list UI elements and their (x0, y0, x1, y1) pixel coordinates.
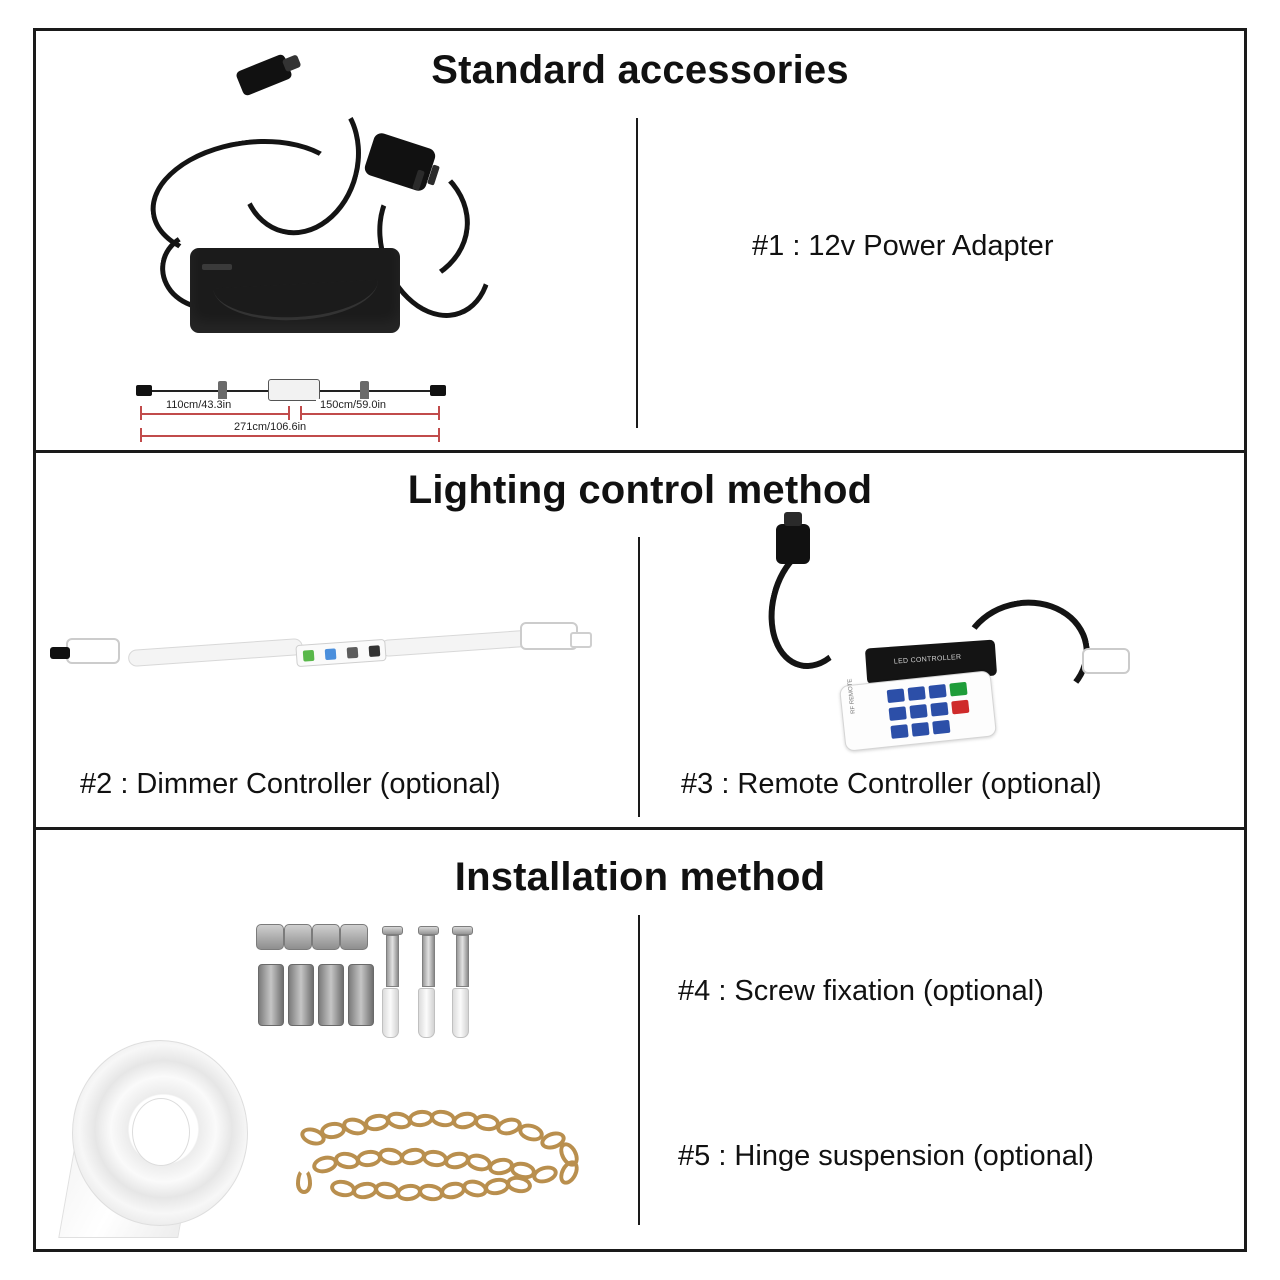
wall-anchor-icon (418, 988, 435, 1038)
dimension-ac-plug-icon (430, 385, 446, 396)
dimension-dc-tip-icon (136, 385, 152, 396)
dimmer-cable (110, 630, 550, 660)
dimension-cable-segment-1 (140, 390, 270, 392)
screw-head-icon (382, 926, 403, 935)
screw-head-icon (452, 926, 473, 935)
caption-power-adapter: #1 : 12v Power Adapter (752, 230, 1054, 262)
standoff-barrel-icon (318, 964, 344, 1026)
remote-output-connector (1082, 648, 1130, 674)
section-divider-1 (33, 450, 1247, 453)
caption-dimmer-controller: #2 : Dimmer Controller (optional) (80, 768, 501, 800)
dimmer-female-connector (520, 622, 578, 650)
screw-head-icon (256, 924, 284, 950)
remote-dc-connector (776, 524, 810, 564)
screw-head-icon (284, 924, 312, 950)
wall-anchor-icon (452, 988, 469, 1038)
measurement-label: 110cm/43.3in (162, 399, 235, 411)
dimension-cable-segment-2 (318, 390, 438, 392)
screw-shaft-icon (422, 935, 435, 987)
dimension-connector-icon (218, 381, 227, 401)
wall-anchor-icon (382, 988, 399, 1038)
section-title-installation-method: Installation method (454, 855, 826, 899)
screw-shaft-icon (456, 935, 469, 987)
standoff-barrel-icon (258, 964, 284, 1026)
caption-hinge-suspension: #5 : Hinge suspension (optional) (678, 1140, 1094, 1172)
screw-head-icon (340, 924, 368, 950)
caption-remote-controller: #3 : Remote Controller (optional) (681, 768, 1102, 800)
column-divider-1 (636, 118, 638, 428)
standoff-barrel-icon (288, 964, 314, 1026)
s-hook-icon (296, 1168, 312, 1194)
dimension-adapter-body (268, 379, 320, 401)
tape-roll-core (132, 1098, 190, 1166)
dimmer-male-connector (66, 638, 120, 664)
caption-screw-fixation: #4 : Screw fixation (optional) (678, 975, 1044, 1007)
remote-brand-label: RF REMOTE (847, 678, 857, 715)
measurement-label: 271cm/106.6in (230, 421, 310, 433)
standoff-barrel-icon (348, 964, 374, 1026)
rf-receiver-label: LED CONTROLLER (893, 653, 962, 666)
screw-head-icon (312, 924, 340, 950)
column-divider-2 (638, 537, 640, 817)
screw-shaft-icon (386, 935, 399, 987)
section-title-lighting-control-method: Lighting control method (407, 468, 873, 512)
column-divider-3 (638, 915, 640, 1225)
measurement-label: 150cm/59.0in (316, 399, 390, 411)
remote-keypad (885, 680, 990, 740)
section-title-standard-accessories: Standard accessories (431, 48, 849, 92)
dimension-connector-icon (360, 381, 369, 401)
section-divider-2 (33, 827, 1247, 830)
screw-head-icon (418, 926, 439, 935)
